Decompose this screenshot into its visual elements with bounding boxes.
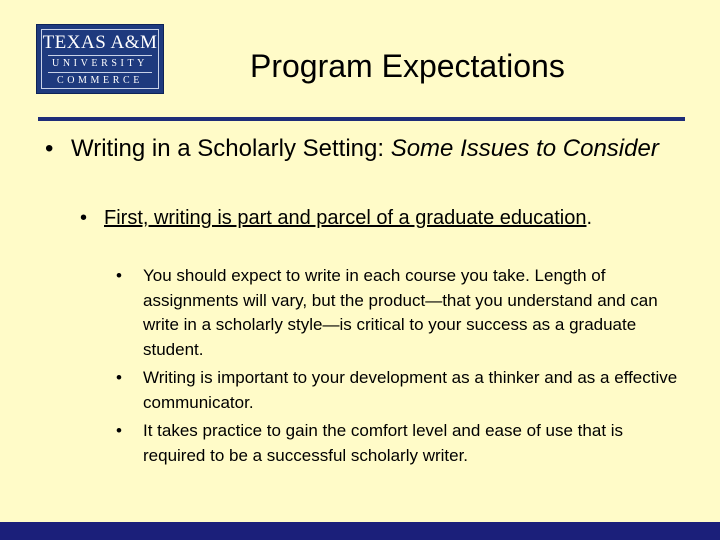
- bullet-level1-text: [71, 133, 681, 165]
- bullet-icon: •: [80, 207, 88, 229]
- logo-frame: [41, 29, 159, 89]
- bullet-icon: •: [116, 421, 122, 440]
- slide-title: Program Expectations: [250, 48, 565, 84]
- bullet-level2-suffix: .: [586, 207, 593, 229]
- university-logo: [36, 24, 164, 94]
- bullet-level3-text: Writing is important to your development as a thinker and as a effective communicator.: [143, 368, 678, 412]
- logo-line-texas-am: TEXAS A&M: [42, 32, 158, 53]
- bullet-icon: •: [45, 135, 54, 162]
- logo-divider: [48, 72, 152, 73]
- logo-line-university: UNIVERSITY: [52, 58, 148, 69]
- footer-bar: [0, 522, 720, 540]
- bullet-level3-text: You should expect to write in each course you take. Length of assignments will vary, but the product—that you understand and can write in a scholarly style—is critical to your success as a graduate student.: [143, 266, 658, 359]
- logo-divider: [48, 55, 152, 56]
- bullet-level3-text: It takes practice to gain the comfort level and ease of use that is required to be a successful scholarly writer.: [143, 421, 624, 465]
- bullet-icon: •: [116, 368, 122, 387]
- bullet-level2-underlined: First, writing is part and parcel of a graduate education: [104, 207, 587, 229]
- bullet-level2-text: [104, 205, 604, 232]
- logo-line-commerce: COMMERCE: [56, 75, 144, 86]
- bullet-level1-plain: Writing in a Scholarly Setting:: [71, 135, 391, 162]
- bullet-level1-italic: Some Issues to Consider: [390, 135, 659, 162]
- title-underline-rule: [38, 117, 685, 121]
- bullet-icon: •: [116, 266, 122, 285]
